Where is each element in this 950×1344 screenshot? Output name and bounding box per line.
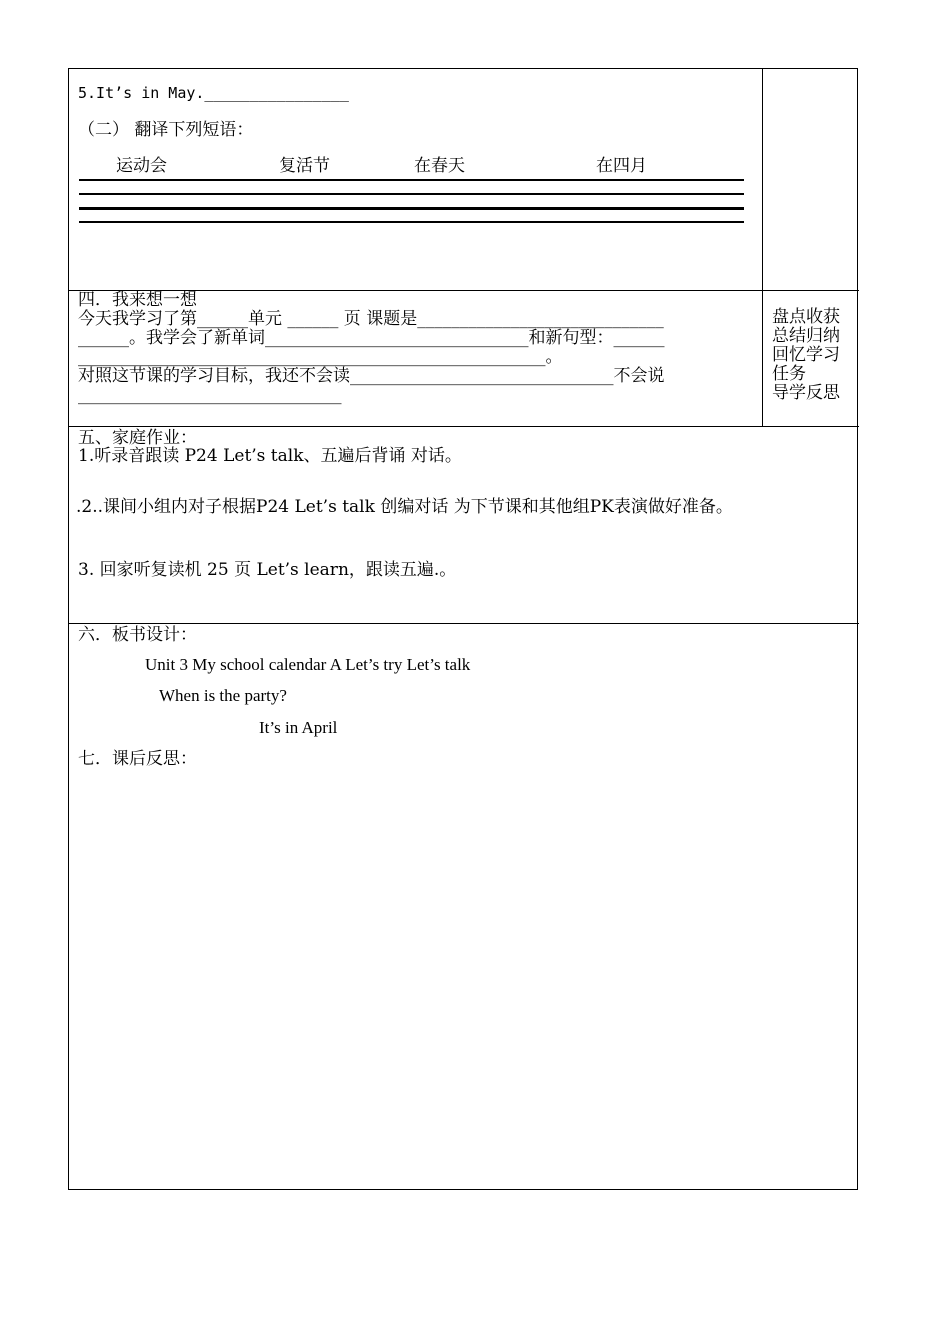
section-7-heading: 七．课后反思：: [78, 749, 197, 769]
homework-item-2: .2..课间小组内对子根据P24 Let’s talk 创编对话 为下节课和其他组PK表演做好准备。: [76, 497, 733, 517]
phrase-easter: 复活节: [279, 156, 330, 176]
board-line-2: When is the party?: [159, 686, 287, 705]
side-column-divider: [762, 69, 763, 426]
side-note-line-2: 总结归纳: [772, 326, 840, 346]
lesson-plan-table: [68, 68, 858, 1190]
answer-line-1: [79, 179, 744, 181]
side-note-line-5: 导学反思: [772, 383, 840, 403]
side-note: [772, 308, 854, 403]
reflection-line-5: _______________________________: [78, 385, 342, 405]
reflection-line-1: 今天我学习了第______单元 ______ 页 课题是_____________________________: [78, 309, 664, 329]
section-4-heading: 四．我来想一想: [78, 290, 197, 310]
side-note-line-3: 回忆学习: [772, 345, 840, 365]
answer-line-4: [79, 221, 744, 223]
side-note-line-4: 任务: [772, 364, 806, 384]
homework-item-1: 1.听录音跟读 P24 Let’s talk、五遍后背诵 对话。: [78, 446, 462, 466]
phrase-in-april: 在四月: [596, 156, 647, 176]
homework-item-3: 3. 回家听复读机 25 页 Let’s learn，跟读五遍.。: [78, 560, 457, 580]
row-divider-2: [69, 426, 859, 427]
exercise-item-5: 5.It’s in May.________________: [78, 84, 349, 102]
side-note-line-1: 盘点收获: [772, 307, 840, 327]
board-line-1: Unit 3 My school calendar A Let’s try Let’s talk: [145, 655, 471, 674]
translate-phrases-heading: （二） 翻译下列短语：: [78, 120, 254, 140]
answer-line-3: [79, 207, 744, 210]
section-6-heading: 六．板书设计：: [78, 625, 197, 645]
phrase-in-spring: 在春天: [414, 156, 465, 176]
reflection-line-4: 对照这节课的学习目标，我还不会读_______________________________不会说: [78, 366, 665, 386]
answer-line-2: [79, 193, 744, 195]
section-5-heading: 五、家庭作业：: [78, 428, 197, 448]
phrase-sports-meeting: 运动会: [116, 156, 167, 176]
reflection-line-3: _______________________________________________________。: [78, 347, 563, 367]
board-line-3: It’s in April: [259, 718, 338, 737]
reflection-line-2: ______。我学会了新单词_______________________________和新句型：______: [78, 328, 665, 348]
row-divider-3: [69, 623, 859, 624]
